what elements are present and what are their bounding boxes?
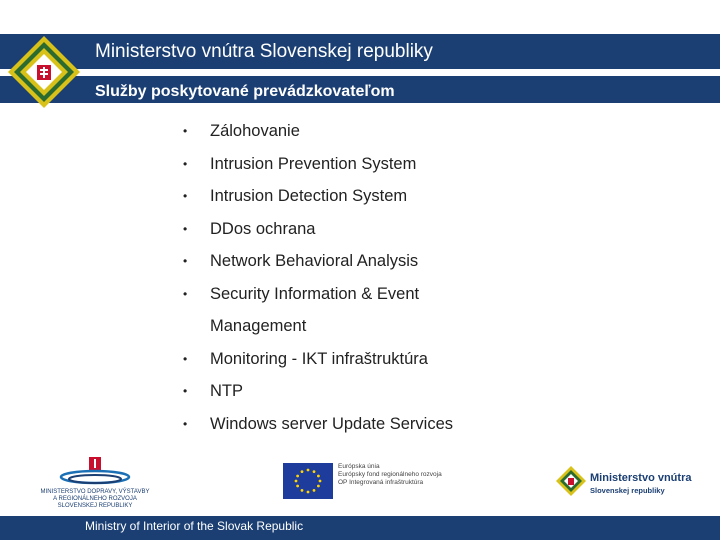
footer-text: Ministry of Interior of the Slovak Republic [85,519,304,533]
eu-text-line: Európsky fond regionálneho rozvoja [338,471,442,478]
caption-line: A REGIONÁLNEHO ROZVOJA [53,496,137,502]
list-item [183,278,453,343]
bullet-icon: • [183,384,188,398]
bullet-icon: • [183,156,188,171]
list-item-label: Monitoring - IKT infraštruktúra [210,349,428,368]
list-item-label: Zálohovanie [210,122,300,140]
header-divider [0,71,720,74]
ministry-logo-subtitle: Slovenskej republiky [590,486,665,495]
caption-line: MINISTERSTVO DOPRAVY, VÝSTAVBY [40,489,150,495]
ministry-transport-emblem-icon [25,455,165,489]
list-item [183,115,453,148]
list-item [183,343,453,376]
bullet-icon: • [183,189,188,203]
ministry-emblem-small-icon [556,466,586,496]
caption-line: SLOVENSKEJ REPUBLIKY [57,503,133,509]
eu-fund-text [338,463,468,487]
eu-text-line: OP Integrovaná infraštruktúra [338,479,424,486]
ministry-logo-title: Ministerstvo vnútra [590,472,692,484]
transport-ministry-logo [25,455,165,510]
bullet-icon: • [183,124,188,138]
list-item [183,180,453,213]
bullet-icon: • [183,416,188,431]
bullet-icon: • [183,286,188,301]
ministry-emblem-icon [6,34,82,110]
list-item-label: Intrusion Prevention System [210,154,417,173]
list-item-label: Windows server Update Services [210,414,454,433]
list-item [183,375,453,408]
transport-ministry-caption [25,489,165,510]
list-item [183,408,453,441]
list-item-label: NTP [210,382,243,400]
list-item [183,148,453,181]
list-item-label: Intrusion Detection System [210,187,408,205]
eu-text-line: Európska únia [338,463,380,470]
list-item [183,245,453,278]
list-item-label: Network Behavioral Analysis [210,252,419,270]
list-item-label: DDos ochrana [210,219,316,238]
bullet-icon: • [183,254,188,268]
section-title: Služby poskytované prevádzkovateľom [95,83,395,100]
services-list [183,115,453,440]
page-title: Ministerstvo vnútra Slovenskej republiky [95,41,433,62]
bullet-icon: • [183,221,188,236]
list-item-label-continuation: Management [210,317,307,335]
list-item [183,213,453,246]
bullet-icon: • [183,351,188,366]
eu-flag-icon [283,463,333,499]
list-item-label: Security Information & Event [210,284,420,303]
